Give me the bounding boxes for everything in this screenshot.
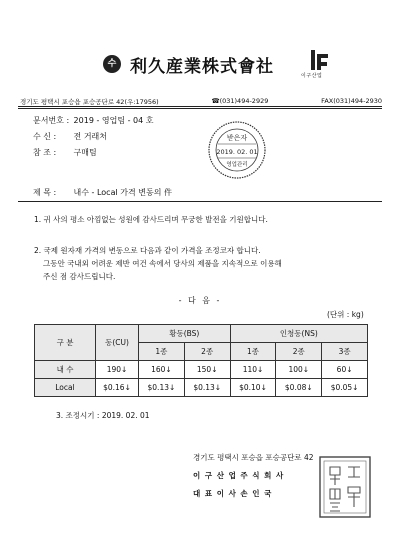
stamp-dept: 영업관리 — [226, 162, 248, 168]
table-header-row — [35, 325, 368, 343]
table-cell: 60↓ — [322, 361, 368, 379]
stamp-date: 2019. 02. 01 — [216, 148, 258, 156]
recipient-row — [33, 131, 107, 142]
header-address: 경기도 평택시 포승읍 포승공단로 42(우:17956) — [20, 98, 159, 106]
row-label: 내 수 — [35, 361, 96, 379]
signature-ceo: 대 표 이 사 손 인 국 — [193, 489, 273, 498]
company-name: 利久産業株式會社 — [130, 57, 274, 77]
brand-name: 이구산업 — [301, 73, 323, 79]
header-contact-line — [20, 97, 382, 106]
paragraph-1: 1. 귀 사의 평소 아낌없는 성원에 감사드리며 무궁한 발전을 기원합니다. — [34, 215, 268, 224]
doc-number-label: 문서번호 : — [33, 116, 70, 125]
header-category: 구 분 — [35, 325, 96, 361]
reference-label: 참 조 : — [33, 148, 57, 157]
received-stamp — [207, 120, 267, 180]
company-logo-icon: 수 — [103, 55, 121, 73]
recipient-label: 수 신 : — [33, 132, 57, 141]
row-label: Local — [35, 379, 96, 397]
subject-label: 제 목 : — [33, 188, 57, 197]
table-cell: $0.10↓ — [230, 379, 276, 397]
header-brass: 황동(BS) — [139, 325, 231, 343]
table-row — [35, 361, 368, 379]
subject-row — [33, 187, 172, 198]
unit-label: (단위 : kg) — [327, 310, 364, 319]
table-cell: 110↓ — [230, 361, 276, 379]
table-cell: $0.13↓ — [139, 379, 185, 397]
reference-row — [33, 147, 97, 158]
header-fax: FAX(031)494-2930 — [321, 97, 382, 105]
header-phosphor-bronze: 인청동(NS) — [230, 325, 367, 343]
header-tel: ☎(031)494-2929 — [211, 97, 269, 105]
header-divider-thin — [18, 108, 382, 109]
paragraph-2-line-3: 주신 점 감사드립니다. — [43, 272, 116, 281]
table-cell: $0.13↓ — [184, 379, 230, 397]
table-cell: 100↓ — [276, 361, 322, 379]
table-cell: $0.05↓ — [322, 379, 368, 397]
signature-address: 경기도 평택시 포승읍 포승공단로 42 — [193, 453, 314, 462]
header-ns-grade-1: 1종 — [230, 343, 276, 361]
table-row — [35, 379, 368, 397]
price-table — [34, 324, 368, 397]
header-brass-grade-2: 2종 — [184, 343, 230, 361]
doc-number-row — [33, 115, 154, 126]
table-cell: 150↓ — [184, 361, 230, 379]
reference-value: 구매팀 — [73, 148, 97, 157]
subject-value: 내수 - Local 가격 변동의 件 — [73, 188, 172, 197]
header-divider — [18, 106, 382, 107]
brand-logo-icon — [308, 48, 332, 72]
recipient-value: 전 거래처 — [73, 132, 108, 141]
adjustment-date: 3. 조정시기 : 2019. 02. 01 — [56, 411, 150, 420]
subject-divider — [18, 201, 382, 202]
header-brass-grade-1: 1종 — [139, 343, 185, 361]
header-ns-grade-3: 3종 — [322, 343, 368, 361]
paragraph-2-line-2: 그동안 국내외 어려운 제반 여건 속에서 당사의 제품을 지속적으로 이용해 — [43, 259, 282, 268]
table-cell: $0.08↓ — [276, 379, 322, 397]
stamp-title: 받은자 — [226, 134, 248, 142]
paragraph-2 — [34, 244, 369, 283]
header-copper: 동(CU) — [96, 325, 139, 361]
table-cell: 190↓ — [96, 361, 139, 379]
header-ns-grade-2: 2종 — [276, 343, 322, 361]
paragraph-2-line-1: 2. 국제 원자재 가격의 변동으로 다음과 같이 가격을 조정코자 합니다. — [34, 246, 261, 255]
doc-number-value: 2019 - 영업팀 - 04 호 — [73, 116, 154, 125]
section-title: - 다 음 - — [178, 296, 222, 305]
signature-company: 이 구 산 업 주 식 회 사 — [193, 471, 285, 480]
company-seal — [318, 455, 372, 519]
table-cell: $0.16↓ — [96, 379, 139, 397]
table-cell: 160↓ — [139, 361, 185, 379]
